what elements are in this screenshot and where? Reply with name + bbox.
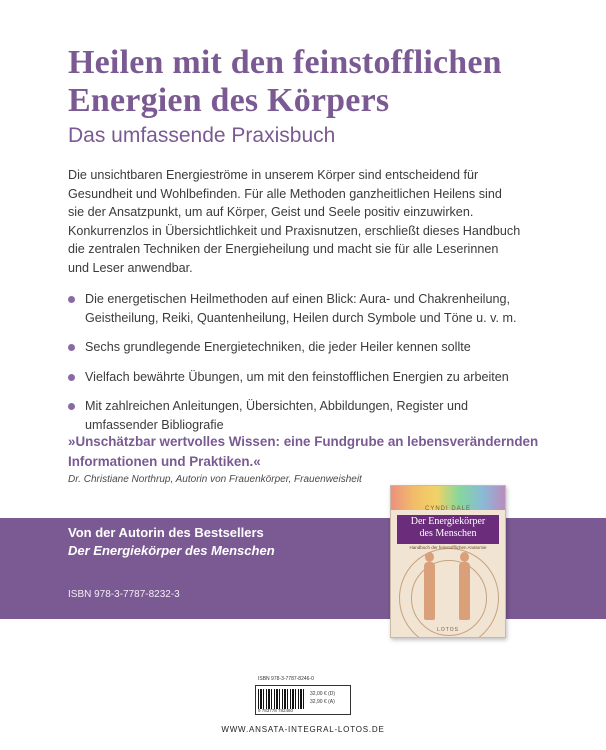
list-item <box>68 397 548 434</box>
figure-head-icon <box>460 552 469 562</box>
cover-title-line-2: des Menschen <box>419 528 477 539</box>
quote-line-2: Informationen und Praktiken.« <box>68 454 261 469</box>
book-subtitle: Das umfassende Praxisbuch <box>68 124 336 147</box>
feature-list <box>68 290 548 446</box>
intro-line: sie der Ansatzpunkt, um auf Körper, Geist und Seele positiv einzuwirken. <box>68 205 474 220</box>
barcode-number: 9 783778 782460 <box>258 708 294 713</box>
testimonial-quote <box>68 432 558 472</box>
title-line-2: Energien des Körpers <box>68 82 390 119</box>
list-item <box>68 290 548 327</box>
list-item-text: Vielfach bewährte Übungen, um mit den feinstofflichen Energien zu arbeiten <box>85 369 509 384</box>
list-item-text: umfassender Bibliografie <box>85 417 224 432</box>
cover-title-box <box>397 515 499 544</box>
intro-paragraph <box>68 166 548 278</box>
list-item <box>68 338 548 357</box>
intro-line: Konkurrenzlos in Übersichtlichkeit und Praxisnutzen, erschließt dieses Handbuch <box>68 223 521 238</box>
cover-author: CYNDI DALE <box>424 506 471 512</box>
publisher-url: WWW.ANSATA-INTEGRAL-LOTOS.DE <box>221 725 385 734</box>
bullet-dot-icon <box>68 344 75 351</box>
list-item-text: Mit zahlreichen Anleitungen, Übersichten, Abbildungen, Register und <box>85 399 468 414</box>
intro-line: Die unsichtbaren Energieströme in unserem Körper sind entscheidend für <box>68 168 479 182</box>
list-item <box>68 368 548 387</box>
band-book-title: Der Energiekörper des Menschen <box>68 543 275 558</box>
band-isbn: ISBN 978-3-7787-8232-3 <box>68 589 180 600</box>
list-item-text: Geistheilung, Reiki, Quantenheilung, Heilen durch Symbole und Töne u. v. m. <box>85 310 517 325</box>
barcode-isbn: ISBN 978-3-7787-8246-0 <box>258 676 314 682</box>
intro-line: die zentralen Techniken der Energieheilung und macht sie für alle Leserinnen <box>68 242 499 257</box>
human-figure-icon <box>459 562 470 620</box>
human-figure-icon <box>424 562 435 620</box>
quote-line-1: »Unschätzbar wertvolles Wissen: eine Fundgrube an lebensverändernden <box>68 434 539 449</box>
book-cover-image <box>390 485 506 638</box>
price-germany: 32,00 € (D) <box>310 691 336 697</box>
figure-head-icon <box>425 552 434 562</box>
intro-line: Gesundheit und Wohlbefinden. Für alle Methoden ganzheitlichen Heilens sind <box>68 186 502 201</box>
list-item-text: Die energetischen Heilmethoden auf einen Blick: Aura- und Chakrenheilung, <box>85 292 510 306</box>
band-heading: Von der Autorin des Bestsellers <box>68 525 264 540</box>
list-item-text: Sechs grundlegende Energietechniken, die jeder Heiler kennen sollte <box>85 340 471 355</box>
title-line-1: Heilen mit den feinstofflichen <box>68 44 502 81</box>
cover-circle-decoration <box>411 560 487 636</box>
bullet-dot-icon <box>68 403 75 410</box>
cover-publisher: LOTOS <box>437 627 459 633</box>
cover-subtitle: Handbuch der feinstofflichen Anatomie <box>409 545 487 550</box>
bullet-dot-icon <box>68 296 75 303</box>
bullet-dot-icon <box>68 374 75 381</box>
intro-line: und Leser anwendbar. <box>68 260 193 275</box>
book-title <box>68 44 568 120</box>
cover-title-line-1: Der Energiekörper <box>410 516 486 527</box>
barcode-box <box>255 676 351 715</box>
barcode-icon <box>258 689 306 709</box>
price-austria: 32,90 € (A) <box>310 699 335 705</box>
quote-attribution: Dr. Christiane Northrup, Autorin von Frauenkörper, Frauenweisheit <box>68 474 362 485</box>
